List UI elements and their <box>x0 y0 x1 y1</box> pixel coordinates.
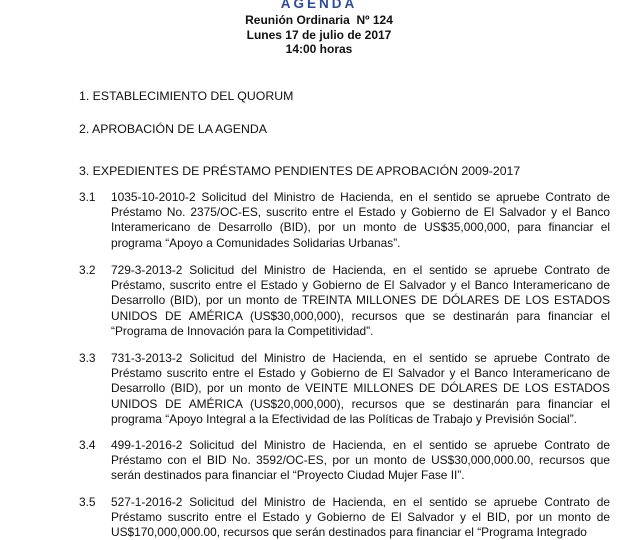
meeting-name: Reunión Ordinaria Nº 124 <box>245 13 393 27</box>
item-text: 729-3-2013-2 Solicitud del Ministro de Hacienda, en el sentido se apruebe Contrato de Préstamo, suscrito entre el Estado y Gobierno de El Salvador y el Banco Interamericano de Desarrollo (BID), por un monto de TREINTA MILLONES DE DÓLARES DE LOS ESTADOS UNIDOS DE AMÉRICA (US$30,000,000), recursos que se destinarán para financiar el “Programa de Innovación para la Competitividad”. <box>111 263 610 338</box>
section-loan-files: 3. EXPEDIENTES DE PRÉSTAMO PENDIENTES DE APROBACIÓN 2009-2017 <box>79 164 521 178</box>
section-agenda-approval: 2. APROBACIÓN DE LA AGENDA <box>79 122 267 136</box>
item-number: 3.4 <box>79 438 96 452</box>
item-number: 3.2 <box>79 263 96 277</box>
agenda-title: AGENDA <box>280 0 358 11</box>
agenda-item-3-1 <box>79 190 610 251</box>
item-number: 3.5 <box>79 495 96 509</box>
meeting-date: Lunes 17 de julio de 2017 <box>246 27 392 42</box>
item-number: 3.3 <box>79 351 96 365</box>
item-text: 527-1-2016-2 Solicitud del Ministro de Hacienda, en el sentido se apruebe Contrato de Préstamo suscrito entre el Estado y Gobierno de El Salvador y el BID, por un monto de US$170,000,000.00, recursos que serán destinados para financiar el “Programa Integrado <box>111 495 610 540</box>
agenda-item-3-4 <box>79 438 610 484</box>
agenda-item-3-5 <box>79 495 610 540</box>
section-quorum: 1. ESTABLECIMIENTO DEL QUORUM <box>79 89 294 103</box>
meeting-header <box>0 13 638 57</box>
meeting-time: 14:00 horas <box>285 42 353 56</box>
agenda-item-3-2 <box>79 263 610 339</box>
item-text: 731-3-2013-2 Solicitud del Ministro de Hacienda, en el sentido se apruebe Contrato de Préstamo suscrito entre el Estado y Gobierno de El Salvador y el Banco Interamericano de Desarrollo (BID), por un monto de VEINTE MILLONES DE DÓLARES DE LOS ESTADOS UNIDOS DE AMÉRICA (US$20,000,000), recursos que se destinarán para financiar el programa “Apoyo Integral a la Efectividad de las Políticas de Trabajo y Previsión Social”. <box>111 351 610 426</box>
agenda-item-3-3 <box>79 351 610 427</box>
item-number: 3.1 <box>79 190 96 204</box>
item-text: 1035-10-2010-2 Solicitud del Ministro de Hacienda, en el sentido se apruebe Contrato de Préstamo No. 2375/OC-ES, suscrito entre el Estado y Gobierno de El Salvador y el Banco Interamericano de Desarrollo (BID), por un monto de US$35,000,000, para financiar el programa “Apoyo a Comunidades Solidarias Urbanas”. <box>111 190 610 250</box>
item-text: 499-1-2016-2 Solicitud del Ministro de Hacienda, en el sentido se apruebe Contrato de Préstamo con el BID No. 3592/OC-ES, por un monto de US$30,000,000.00, recursos que serán destinados para financiar el “Proyecto Ciudad Mujer Fase II”. <box>111 438 610 483</box>
